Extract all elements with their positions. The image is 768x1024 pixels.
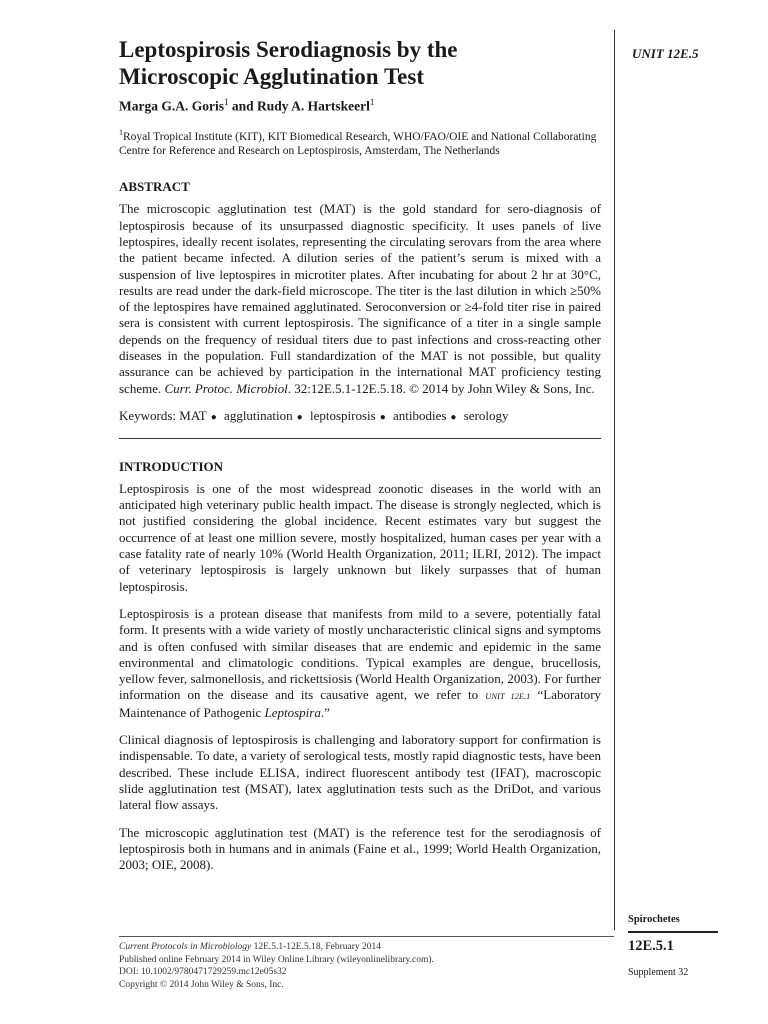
abstract-text: The microscopic agglutination test (MAT) is the gold standard for sero-diagnosis of leptospirosis because of its unsurpassed diagnostic specificity. It uses panels of live leptospires, ideally recent isolates, representing the circulating serovars from the area where the patient became infected. A dilution series of the patient’s serum is mixed with a suspension of live leptospires in microtiter plates. After incubating for about 2 hr at 30°C, results are read under the dark-field microscope. The titer is the last dilution in which ≥50% of the leptospires have remained agglutinated. Seroconversion or ≥4-fold titer rise in paired sera is consistent with current leptospirosis. The significance of a titer in a single sample depends on the frequency of residual titers due to past infections and cross-reacting other diseases in the population. Full standardization of the MAT is not possible, but quality assurance can be achieved by participation in the international MAT proficiency testing scheme. Curr. Protoc. Microbiol. 32:12E.5.1-12E.5.18. © 2014 by John Wiley & Sons, Inc. bbox=[119, 201, 601, 396]
keyword: leptospirosis bbox=[309, 407, 376, 423]
keyword: agglutination bbox=[224, 407, 293, 423]
section-divider bbox=[119, 438, 601, 439]
keyword: antibodies bbox=[392, 407, 447, 423]
intro-paragraph-1: Leptospirosis is one of the most widespread zoonotic diseases in the world with an anticipated high veterinary public health impact. The disease is strongly neglected, which is not justified considering the global incidence. Recent estimates vary but suggest the occurrence of at least one million severe, mostly hospitalized, human cases per year with a case fatality rate of nearly 10% (World Health Organization, 2011; ILRI, 2012). The impact of veterinary leptospirosis is largely unknown but likely surpasses that of human leptospirosis. bbox=[119, 480, 601, 594]
intro-paragraph-4: The microscopic agglutination test (MAT) is the reference test for the serodiagnosis of leptospirosis both in humans and in animals (Faine et al., 1999; World Health Organization, 2003; OIE, 2008). bbox=[119, 824, 601, 873]
side-rule bbox=[628, 931, 718, 933]
page-code: 12E.5.1 bbox=[628, 938, 674, 954]
keywords: Keywords: MAT ● agglutination ● leptospirosis ● antibodies ● serology bbox=[119, 407, 509, 423]
author-2: Rudy A. Hartskeerl bbox=[257, 98, 370, 114]
intro-paragraph-3: Clinical diagnosis of leptospirosis is challenging and laboratory support for confirmation is indispensable. To date, a variety of serological tests, mostly rapid diagnostic tests, have been described. These include ELISA, indirect fluorescent antibody test (IFAT), macroscopic slide agglutination test (MSAT), latex agglutination tests such as the DriDot, and various lateral flow assays. bbox=[119, 732, 601, 813]
author-list: Marga G.A. Goris$^1$ and Rudy A. Hartskeerl$^1$ bbox=[119, 97, 375, 114]
unit-label: UNIT 12E.5 bbox=[632, 46, 699, 61]
footer-doi: DOI: 10.1002/9780471729259.mc12e05s32 bbox=[119, 967, 287, 977]
title-line-2: Microscopic Agglutination Test bbox=[119, 64, 424, 89]
introduction-heading: INTRODUCTION bbox=[119, 458, 224, 474]
section-name: Spirochetes bbox=[628, 914, 680, 925]
unit-reference-link[interactable]: UNIT 12E.1 bbox=[485, 691, 531, 702]
article-title bbox=[119, 36, 601, 90]
footer-copyright: Copyright © 2014 John Wiley & Sons, Inc. bbox=[119, 979, 284, 990]
page-footer bbox=[119, 936, 614, 991]
side-footer bbox=[628, 914, 718, 978]
intro-paragraph-2: Leptospirosis is a protean disease that manifests from mild to a severe, potentially fatal form. It presents with a wide variety of mostly uncharacteristic clinical signs and symptoms and is often confused with similar diseases that are endemic and epidemic in the same environmental and climatologic conditions. Typical examples are dengue, brucellosis, yellow fever, salmonellosis, and rickettsiosis (World Health Organization, 2003). For further information on the disease and its causative agent, we refer to UNIT 12E.1 “Laboratory Maintenance of Pathogenic Leptospira.” bbox=[119, 605, 602, 720]
abstract-citation-journal: Curr. Protoc. Microbiol bbox=[164, 380, 288, 396]
footer-rule bbox=[119, 936, 614, 937]
affiliation: $^1$Royal Tropical Institute (KIT), KIT Biomedical Research, WHO/FAO/OIE and National Collaborating Centre for Reference and Research on Leptospirosis, Amsterdam, The Netherlands bbox=[119, 127, 597, 158]
supplement-label: Supplement 32 bbox=[628, 967, 689, 978]
abstract-heading: ABSTRACT bbox=[119, 179, 190, 195]
author-1: Marga G.A. Goris bbox=[119, 98, 224, 114]
footer-published: Published online February 2014 in Wiley Online Library (wileyonlinelibrary.com). bbox=[119, 954, 434, 965]
keyword: MAT bbox=[179, 407, 207, 423]
title-line-1: Leptospirosis Serodiagnosis by the bbox=[119, 37, 458, 62]
keyword: serology bbox=[463, 407, 509, 423]
article-main bbox=[119, 36, 601, 884]
footer-citation: Current Protocols in Microbiology 12E.5.1-12E.5.18, February 2014 bbox=[119, 942, 382, 952]
column-divider bbox=[614, 30, 615, 930]
